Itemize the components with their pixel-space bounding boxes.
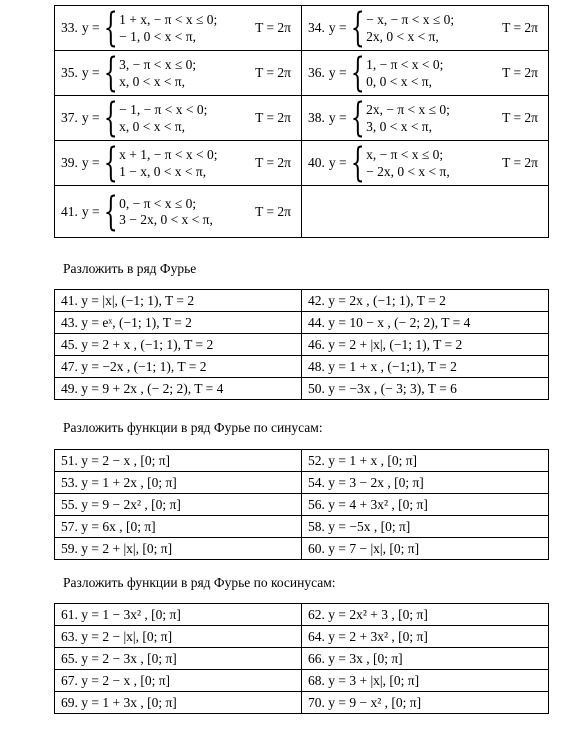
- y-equals: y =: [328, 155, 347, 171]
- problem-cell: [55, 186, 302, 238]
- problem-cell: 45. y = 2 + x , (−1; 1), T = 2: [55, 334, 302, 356]
- problem-cell: 58. y = −5x , [0; π]: [302, 516, 549, 538]
- sines-table: [54, 449, 549, 560]
- problem-cell: 44. y = 10 − x , (− 2; 2), T = 4: [302, 312, 549, 334]
- empty-cell: [302, 186, 549, 238]
- problem-number: 35.: [61, 65, 78, 81]
- case-line-1: 1, − π < x < 0;: [366, 57, 444, 72]
- case-line-1: 2x, − π < x ≤ 0;: [366, 102, 450, 117]
- problem-cell: 56. y = 4 + 3x² , [0; π]: [302, 494, 549, 516]
- problem-cell: 67. y = 2 − x , [0; π]: [55, 670, 302, 692]
- problem-cell: 51. y = 2 − x , [0; π]: [55, 450, 302, 472]
- problem-cell: 48. y = 1 + x , (−1;1), T = 2: [302, 356, 549, 378]
- problem-cell: 57. y = 6x , [0; π]: [55, 516, 302, 538]
- y-equals: y =: [81, 110, 100, 126]
- problem-cell: 63. y = 2 − |x|, [0; π]: [55, 626, 302, 648]
- case-line-1: 1 + x, − π < x ≤ 0;: [119, 12, 218, 27]
- problem-cell: 41. y = |x|, (−1; 1), T = 2: [55, 290, 302, 312]
- problem-cell: 54. y = 3 − 2x , [0; π]: [302, 472, 549, 494]
- period: T = 2π: [255, 65, 291, 81]
- problem-cell: 59. y = 2 + |x|, [0; π]: [55, 538, 302, 560]
- problem-cell: 55. y = 9 − 2x² , [0; π]: [55, 494, 302, 516]
- case-line-1: x, − π < x ≤ 0;: [366, 147, 444, 162]
- problem-cell: [55, 51, 302, 96]
- left-brace: {: [103, 95, 118, 141]
- y-equals: y =: [328, 20, 347, 36]
- problem-cell: [302, 51, 549, 96]
- left-brace: {: [103, 140, 118, 186]
- y-equals: y =: [328, 110, 347, 126]
- case-line-2: 0, 0 < x < π,: [366, 73, 432, 89]
- problem-number: 41.: [61, 203, 78, 219]
- period: T = 2π: [502, 110, 538, 126]
- problem-cell: 46. y = 2 + |x|, (−1; 1), T = 2: [302, 334, 549, 356]
- problem-cell: [302, 6, 549, 51]
- y-equals: y =: [81, 65, 100, 81]
- y-equals: y =: [81, 155, 100, 171]
- problem-cell: [302, 96, 549, 141]
- problem-number: 34.: [308, 20, 325, 36]
- problem-cell: [55, 96, 302, 141]
- case-line-2: x, 0 < x < π,: [119, 73, 185, 89]
- problem-cell: 52. y = 1 + x , [0; π]: [302, 450, 549, 472]
- left-brace: {: [350, 140, 365, 186]
- left-brace: {: [350, 5, 365, 51]
- left-brace: {: [350, 95, 365, 141]
- problem-cell: 64. y = 2 + 3x² , [0; π]: [302, 626, 549, 648]
- problem-cell: 42. y = 2x , (−1; 1), T = 2: [302, 290, 549, 312]
- problem-cell: 66. y = 3x , [0; π]: [302, 648, 549, 670]
- heading-sines: Разложить функции в ряд Фурье по синусам:: [63, 420, 323, 435]
- case-line-1: x + 1, − π < x < 0;: [119, 147, 218, 162]
- problem-number: 38.: [308, 110, 325, 126]
- left-brace: {: [103, 50, 118, 96]
- case-line-2: − 2x, 0 < x < π,: [366, 163, 450, 179]
- period: T = 2π: [502, 65, 538, 81]
- fourier-table: [54, 289, 549, 400]
- problem-cell: 70. y = 9 − x² , [0; π]: [302, 692, 549, 714]
- case-line-1: − 1, − π < x < 0;: [119, 102, 208, 117]
- case-line-2: 1 − x, 0 < x < π,: [119, 163, 207, 179]
- case-line-2: − 1, 0 < x < π,: [119, 28, 196, 44]
- period: T = 2π: [255, 155, 291, 171]
- left-brace: {: [350, 50, 365, 96]
- problem-cell: 53. y = 1 + 2x , [0; π]: [55, 472, 302, 494]
- left-brace: {: [103, 188, 118, 235]
- left-brace: {: [103, 5, 118, 51]
- problem-cell: 60. y = 7 − |x|, [0; π]: [302, 538, 549, 560]
- problem-cell: [55, 141, 302, 186]
- problem-number: 40.: [308, 155, 325, 171]
- problem-cell: 68. y = 3 + |x|, [0; π]: [302, 670, 549, 692]
- period: T = 2π: [255, 203, 291, 219]
- problem-cell: [302, 141, 549, 186]
- case-line-2: x, 0 < x < π,: [119, 118, 185, 134]
- problem-cell: 61. y = 1 − 3x² , [0; π]: [55, 604, 302, 626]
- y-equals: y =: [81, 203, 100, 219]
- period: T = 2π: [255, 20, 291, 36]
- y-equals: y =: [81, 20, 100, 36]
- problem-cell: 49. y = 9 + 2x , (− 2; 2), T = 4: [55, 378, 302, 400]
- heading-cosines: Разложить функции в ряд Фурье по косинусам:: [63, 575, 336, 590]
- case-line-1: 3, − π < x ≤ 0;: [119, 57, 197, 72]
- period: T = 2π: [502, 20, 538, 36]
- case-line-2: 3, 0 < x < π,: [366, 118, 432, 134]
- problem-cell: [55, 6, 302, 51]
- cosines-table: [54, 603, 549, 714]
- problem-number: 39.: [61, 155, 78, 171]
- problem-cell: 47. y = −2x , (−1; 1), T = 2: [55, 356, 302, 378]
- case-line-1: 0, − π < x ≤ 0;: [119, 195, 197, 211]
- case-line-2: 3 − 2x, 0 < x < π,: [119, 212, 213, 227]
- problem-number: 37.: [61, 110, 78, 126]
- problem-cell: 62. y = 2x² + 3 , [0; π]: [302, 604, 549, 626]
- case-line-2: 2x, 0 < x < π,: [366, 28, 439, 44]
- problem-number: 36.: [308, 65, 325, 81]
- problem-number: 33.: [61, 20, 78, 36]
- piecewise-table: [54, 5, 549, 238]
- y-equals: y =: [328, 65, 347, 81]
- problem-cell: 50. y = −3x , (− 3; 3), T = 6: [302, 378, 549, 400]
- period: T = 2π: [502, 155, 538, 171]
- problem-cell: 43. y = eˣ, (−1; 1), T = 2: [55, 312, 302, 334]
- problem-cell: 65. y = 2 − 3x , [0; π]: [55, 648, 302, 670]
- problem-cell: 69. y = 1 + 3x , [0; π]: [55, 692, 302, 714]
- period: T = 2π: [255, 110, 291, 126]
- case-line-1: − x, − π < x ≤ 0;: [366, 12, 455, 27]
- heading-fourier: Разложить в ряд Фурье: [63, 261, 197, 276]
